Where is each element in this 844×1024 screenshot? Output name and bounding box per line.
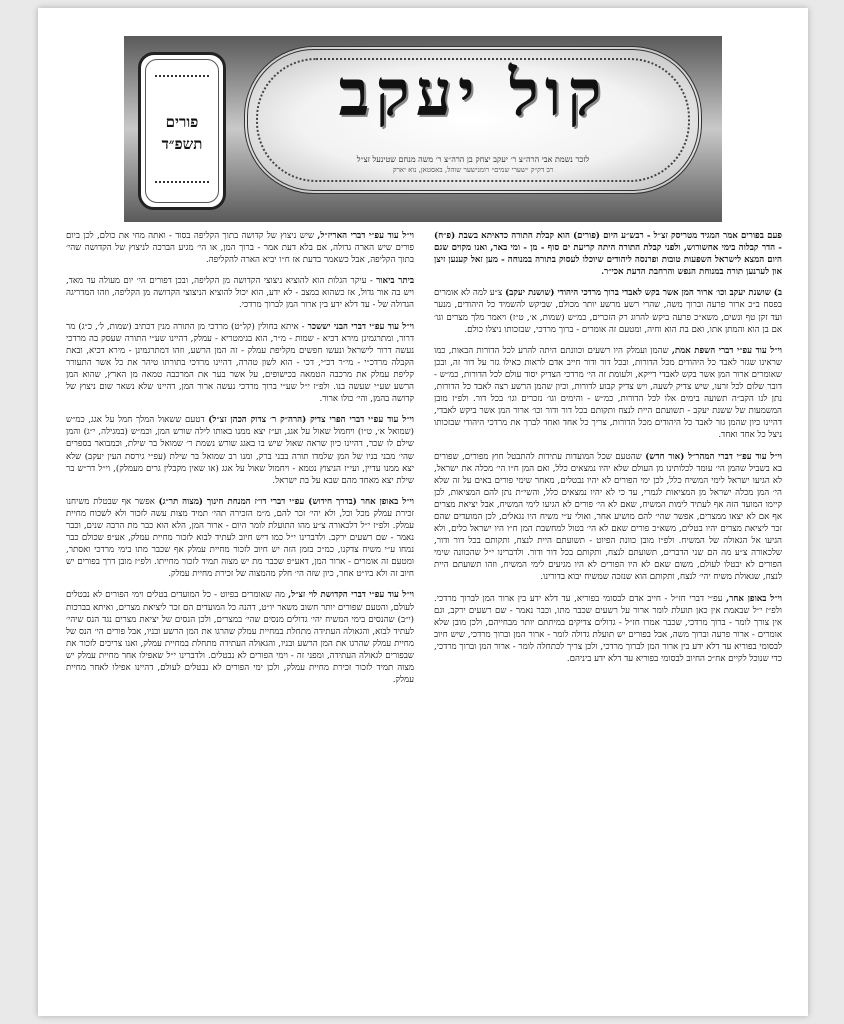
paragraph-body: - איתא בחולין (קל״ט) מרדכי מן התורה מנין דכתיב (שמות, ל׳, כ״ג) מר דרור, ומתרגמינן מירא דכיא - שמות - מ״ר, הוא בגימטריא - עמלק, דהיינו שע״י התורה שעסק בה מרדכי נעשה דרור לישראל ונעשו חפשים מקליפת עמלק - זה המן הרשע, וזהו דמתרגמינן - מירא דכיא, ובאת הקבלה מרדכ״י - מי״ר דכ״י, דכי - הוא לשון טהרה, דהיינו מרדכי בתורתו טיהר את כל אשר התעורר קליפת עמלק את מרכבה הטמאה בכישופים, על אשר בער את המרכבה טמאה מן הארץ, שהוא המן הרשע שע״י שעשה בנו. ולפ״ז י״ל שע״י ברוך מרדכי נעשה ארור המן, דהיינו שלא נשאר שום ניצוץ של קדושה בהמן, והי׳ כולו ארור.	[66, 321, 414, 405]
paragraph-lead: ביתר ביאור	[376, 276, 414, 287]
dedication	[268, 154, 678, 176]
article-paragraph	[434, 287, 782, 335]
edition-year: תשפ״ד	[161, 135, 203, 153]
article-paragraph	[434, 345, 782, 442]
edition-box	[138, 52, 226, 210]
paragraph-body: שהמן ועמלק היו רשעים וכוונתם היתה להרע לכל הדורות הבאות, כמו שראינו שגזר לאבד כל היהודים מכל הדורות, ובכל דור ודור חייב אדם לראות כאילו גזר על דור זה, ובכן שאומרים ארור המן אשר בקש לאבדי דייקא, ולעומת זה הי׳ מרדכי הצדיק יסוד עולם לכל הדורות, כמ״ש - דובר שלום לכל זרעו, שיש צדיק לשעה, ויש צדיק קבוע לדורות, וכיון שהמן הרשע רצה לאבד כל הדורות, נתן לנו הקב״ה תשועה בימים אלו לכל הדורות, כמ״ש - והימים וגו׳ נזכרים וגו׳ בכל דור. ולפ״ז מובן המשמעות של ששנת יעקב - תשועתם היית לנצח ותקותם בכל דור ודור וכו׳ ארור המן אשר ביקש לאבדי, דהיינו כיון שהמן גזר לאבד כל היהודים מכל הדורות, צריך כל אחד ואחד לברך את מרדכי היהודי שבזכותו ניצל כל אחד ואחד.	[434, 345, 782, 441]
paragraph-lead: ב) שושנת יעקב וכו׳ ארור המן אשר בקש לאבדי ברוך מרדכי היהודי (שושנת יעקב)	[505, 288, 782, 299]
paragraph-body: שיש ניצוץ של קדושה בתוך הקליפה בסוד - ואתה מחי את כולם, לכן ביום פורים שיש הארה גדולה, אם בלא דעת אמר - ברוך המן, או הי׳ מגיע הברכה לניצוץ של הקדושה שהי׳ בתוך הקליפה, אבל כשאמר בדעת אז ח״ו יביא הארה להקליפה.	[66, 231, 414, 266]
paragraph-body: שהטעם שכל המועדות עתידות להתבטל חוץ מפורים, שפורים בא בשביל שהמן הי׳ עומד לכלותינו מן העולם שלא יהיו נמצאים כלל, ואם המן ח״ו הי׳ מכלה את ישראל, לא הגיעו ישראל לימי המשיח כלל, לכן ימי הפורים לא יהיו נבטלים, מאחר שימי פורים באים על זה שלא הי׳ המן מכלה ישראל מן המציאות לגמרי, עד כי לא יהיו נמצאים כלל, והשי״ת נתן להם המציאות, לכן קיימו המועד הזה אף לעתיד לימות המשיח, שאם לא הי׳ פורים לא הגיעו לימי המשיח, אבל יציאת מצרים אף אם לא יצאו ממצרים, אפשר שהי׳ להם מושיע אחר, ואולי ע״י משיח היו נגאלים, לכן המועדים שהם זכר ליציאת מצרים יהיו בטלים, משא״כ פורים שאם לא הי׳ בטול למחשבת המן ח״ו היו ישראל כלים, ולא הגיעו אל הגאולה של המשיח. ולפ״ז מובן כוונת הפיוט - תשועתם היית לנצח, ותקותם בכל דור ודור, שלכאורה צ״ע מה הם שני הדברים, תשועתם לנצח, ותקותם בכל דור ודור. ולדברינו י״ל שהכוונה שימי הפורים לא יבטלו לעולם, משום שאם לא היו הפורים לא היו מגיעים לימי המשיח, וזהו תשועתם היית לנצח, שגאולת משיח יהי׳ לנצח, ותקותם הוא שנזכה שמשיח יבוא בדורינו.	[434, 451, 782, 583]
newsletter-logo: קול יעקב	[338, 56, 608, 131]
paragraph-lead: פעם בפורים אמר המגיד מטריסק זצ״ל - רבש״ע היום (פורים) הוא קבלת התורה כדאיתא בשבת (פ״ח) - הדר קבלוה בימי אחשורוש, ולפני קבלת התורה היתה קריעת ים סוף - מן - ומי באר, ואנו מקוים שגם היום המצא לישראל השפעות טובות ופרנסה ליהודים שיוכלו לעסוק בתורה במנוחה - מען זאל קענען זיצן און לערנען תורה במנוחת הנפש והרחבת הדעת אכי״ר.	[434, 231, 782, 278]
article-paragraph	[66, 230, 414, 266]
masthead	[124, 36, 722, 222]
edition-holiday: פורים	[165, 113, 199, 131]
article-paragraph	[434, 451, 782, 584]
left-column	[66, 230, 414, 1000]
paragraph-lead: וי״ל עוד עפ״י דברי האריז״ל,	[317, 231, 414, 241]
article-paragraph	[66, 496, 414, 581]
dedication-line-1: לזכר נשמת אבי הרה״צ ר׳ יעקב יצחק בן הרה״צ ר׳ משה מנחם שטינעל זצ״ל	[356, 155, 590, 164]
paragraph-lead: וי״ל עוד עפ״י דברי הבני יששכר	[307, 321, 414, 332]
edition-label	[141, 111, 223, 155]
paragraph-body: - עיקר הגלות הוא להוציא ניצוצי הקדושה מן הקליפה, ובכן דפורים הי׳ יום מעולה עד מאד, ויש בה אור גדול, אז כשהוא במצב - לא ידע, הוא יכול להוציא הניצוצי הקדושה מן הקליפה, וזהו המדריגה הגדולה של - עד דלא ידע בין ארור המן לברוך מרדכי.	[66, 276, 414, 311]
ornament-bottom-icon	[155, 181, 209, 189]
dedication-line-2: רב דק״ק ״שערי שמים״ רומנישער שוהל, באסטאן, נוא יארק	[392, 166, 554, 174]
article-paragraph	[434, 230, 782, 278]
paragraph-lead: וי״ל באופן אחר,	[726, 593, 782, 604]
paragraph-body: צ״ע למה לא אומרים בפסח ב״כ ארור פרעה וברוך משה, שהרי רשע מרשע יותר מכולם, שביקש להשמיד כל היהודים, מנער ועד זקן טף ונשים, משא״כ פרעה ביקש להרוג רק הזכרים, כמ״ש (שמות, א׳, ט״ז) ויאמר מלך מצרים וגו׳ אם בן הוא והמתן אתו, ואם בת הוא וחיה, ומטעם זה אומרים - ברוך מרדכי, שבזכותו ניצלו כולם.	[434, 288, 782, 335]
paragraph-body: דטעם ששאול המלך חמל על אגג, כמ״ש (שמואל א׳, ט״ו) ויחמול שאול על אגג, וע״ז יצא ממנו באותו לילה שורש המן, וכמ״ש (במגילה, י״ג) והמן שילם לו שכר, דהיינו כיון שראה שאול שיש בו באגג שורש נשמת ר׳ שמואל בר שילת, וכמבואר בספרים שהי׳ מבני בניו של המן שלמדו תורה בבני ברק, ומנו רב שמואל בר שילת (עפ״י גירסת העין יעקב) שלא יצא ממנו עדיין, ועי״ז הניצוץ נטמא - ויחמול שאול על אגג (או שאין מקבלין גרים מעמלק), וי״ל דר״ש בר שילת יצא מאחד מהם שבא על בת ישראל.	[66, 415, 414, 486]
newsletter-page	[38, 8, 808, 1016]
paragraph-lead: וי״ל באופן אחר (בדרך חידוש) עפ״י דברי דו״ז המנחת חינוך (מצוה תר״ג)	[158, 496, 414, 507]
paragraph-body: עפ״י דברי חז״ל - חייב אדם לבסומי בפוריא, עד דלא ידע בין ארור המן לברוך מרדכי. ולפ״ז י״ל שבאמת אין כאן תועלת לומר ארור על רשעים שכבר מתו, וכבר נאמר - שם רשעים ירקב, וגם אין צורך לומר - ברוך מרדכי, שכבר אמרו חז״ל - גדולים צדיקים במיתתם יותר מבחייהם, ולכן מובן שלא אומרים - ארור פרעה וברוך משה, אבל בפורים יש תועלת גדולה לומר - ארור המן וברוך מרדכי, שיש חיוב לבסומי בפוריא עד דלא ידע בין ארור המן לברוך מרדכי, ולכן צריך לכתחלה לומר - ארור המן וברוך מרדכי, כדי שנוכל לקיים אח״כ החיוב לבסומי בפוריא עד דלא ידע ביניהם.	[434, 593, 782, 664]
article-paragraph	[66, 275, 414, 311]
paragraph-lead: וי״ל עוד עפ״י דברי הפרי צדיק (הרה״ק ר׳ צדוק הכהן זצ״ל)	[208, 415, 414, 426]
paragraph-lead: וי״ל עוד עפ״י דברי הקדושת לוי זצ״ל,	[288, 590, 414, 601]
ornament-top-icon	[155, 75, 209, 83]
article-paragraph	[66, 321, 414, 406]
paragraph-body: מה שאומרים בפיוט - כל המועדים בטלים וימי הפורים לא נבטלים לעולם, והטעם שפורים יותר חשוב משאר יו״ט, דהנה כל המועדים הם זכר ליציאת מצרים, ואיתא בברכות (י״ב) שהנסים בימי המשיח יהי׳ גדולים מנסים שהי׳ במצרים, ולכן הנסים של יציאת מצרים נגד הנס שיהי׳ לעתיד לבוא, והגאולה העתידה מתחלת במחיית עמלק שהרגו את המן הרשע ובניו, אבל פורים הי׳ הנס של מחיית עמלק שהרגו את המן הרשע ובניו, והגאולה העתידה מתחלת במחיית עמלק, ואנו צריכים לזכור את שבפורים לגאולה העתידה, ומפני זה - וימי הפורים לא נבטלים. ולדברינו י״ל שאפילו אחר מחיית עמלק יש מצוה תמיד לזכור זכירת מחיית עמלק, ולכן ימי הפורים לא נבטלים לעולם, דהיינו אפילו לאחר מחיית עמלק.	[66, 590, 414, 686]
article-paragraph	[66, 414, 414, 487]
article-paragraph	[66, 589, 414, 686]
article-paragraph	[434, 593, 782, 666]
paragraph-lead: וי״ל עוד עפ״י דברי השפת אמת,	[671, 345, 782, 356]
paragraph-body: אפשר אף שבטלת משיחנו זכירת עמלק מכל וכל, ולא יהי׳ זכר להם, מ״מ הזכירה תהי׳ תמיד מצות עשה לזכור ולא לשכוח מחיית עמלק. ולפ״ז י״ל דלכאורה צ״ע מהו התועלת לומר היום - ארור המן, הלא הוא כבר מת הרבה שנים, וכבר נאמר - שם רשעים ירקב. ולדברינו י״ל כמו דיש חיוב לעתיד לבוא לזכור מחיית עמלק, אע״פ שכולם כבר נמחו ע״י משיח צדקנו, כמ״כ בזמן הזה יש חיוב לזכור מחיית עמלק אף שכבר מתו בימי מרדכי ואסתר, ומטעם זה אומרים - ארור המן, דאע״פ שכבר מת יש מצוה תמיד לזכור מחייתו. ולפ״ז מובן דרך בפורים יש חיוב זה ולא ביו״ט אחר, כיון שזה הי׳ חלק מהמצוה של זכירת מחיית עמלק.	[66, 496, 414, 580]
title-frame	[244, 46, 702, 194]
paragraph-lead: וי״ל עוד עפ״י דברי המהר״ל (אור חדש)	[645, 451, 782, 462]
right-column	[434, 230, 782, 1000]
article-columns	[66, 230, 782, 1000]
